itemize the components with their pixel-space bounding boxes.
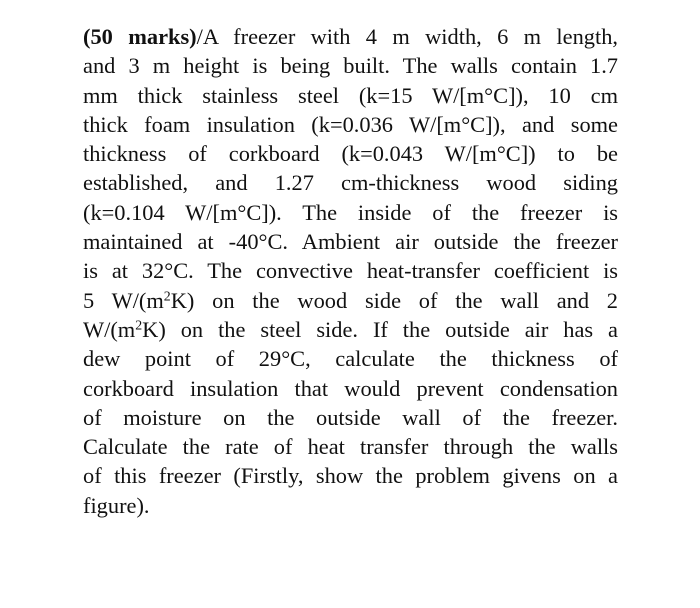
problem-line-7: (k=0.104 W/[m°C]). The inside of the freezer is [83, 199, 618, 225]
problem-line-10-part-b: K) on the wood side of the wall and 2 [170, 287, 618, 313]
problem-line-11-part-a: W/(m [83, 316, 136, 342]
problem-line-3: mm thick stainless steel (k=15 W/[m°C]), 10 cm [83, 82, 618, 108]
problem-line-8: maintained at -40°C. Ambient air outside the freezer [83, 229, 618, 255]
superscript-2: 2 [135, 318, 143, 334]
marks-text: 50 marks [90, 24, 190, 49]
problem-line-9: is at 32°C. The convective heat-transfer coefficient is [83, 258, 618, 284]
problem-line-10 [83, 286, 618, 315]
problem-line-13: corkboard insulation that would prevent condensation [83, 375, 618, 401]
problem-line-2: and 3 m height is being built. The walls contain 1.7 [83, 53, 618, 79]
problem-line-1 [83, 22, 618, 51]
problem-line-4: thick foam insulation (k=0.036 W/[m°C]), and some [83, 111, 618, 137]
problem-line-11-part-b: K) on the steel side. If the outside air has a [142, 316, 618, 342]
problem-line-6: established, and 1.27 cm-thickness wood siding [83, 170, 618, 196]
problem-line-11 [83, 315, 618, 344]
problem-line-10-part-a: 5 W/(m [83, 287, 164, 313]
marks-label: (50 marks) [83, 24, 197, 49]
problem-line-16: of this freezer (Firstly, show the problem givens on a [83, 463, 618, 489]
problem-statement [83, 22, 618, 520]
problem-line-15: Calculate the rate of heat transfer through the walls [83, 434, 618, 460]
problem-line-17: figure). [83, 492, 150, 518]
problem-line-1-text: /A freezer with 4 m width, 6 m length, [196, 24, 618, 49]
problem-line-14: of moisture on the outside wall of the freezer. [83, 404, 618, 430]
superscript-2: 2 [163, 289, 171, 305]
problem-line-5: thickness of corkboard (k=0.043 W/[m°C]) to be [83, 141, 618, 167]
problem-line-12: dew point of 29°C, calculate the thickness of [83, 346, 618, 372]
